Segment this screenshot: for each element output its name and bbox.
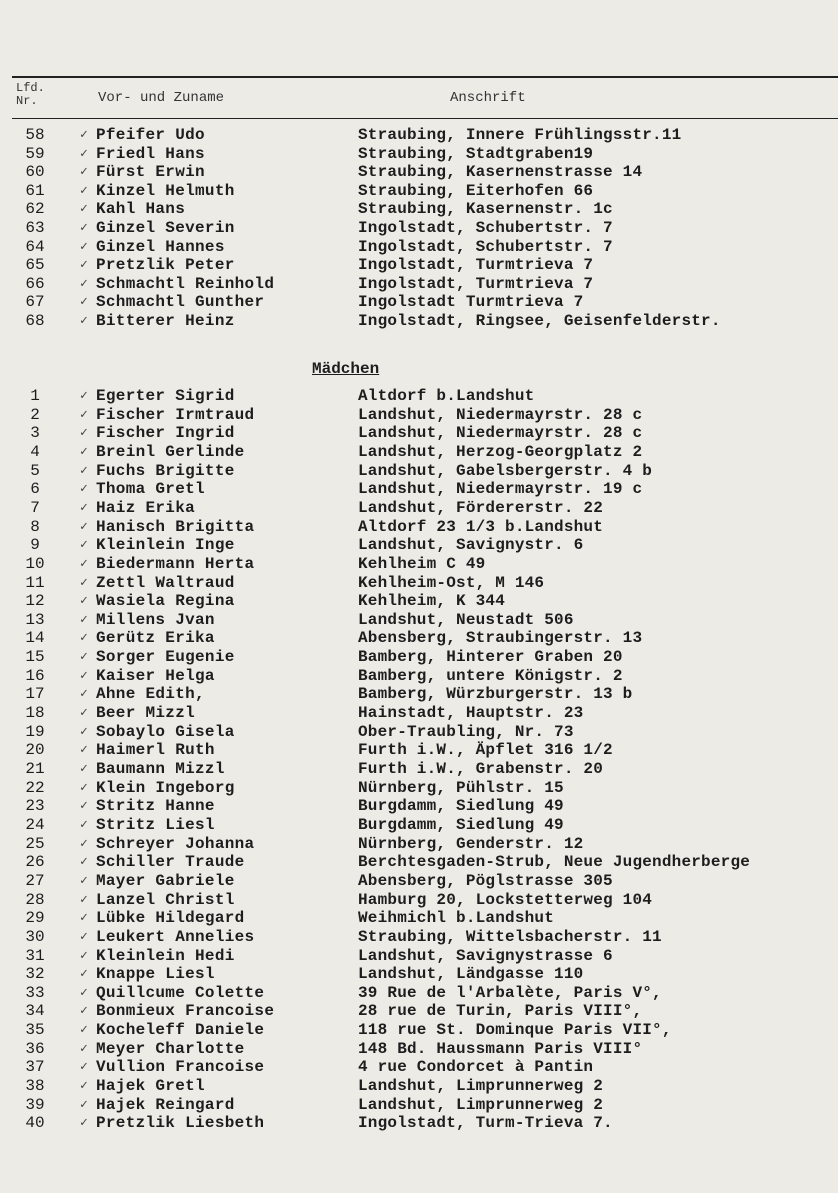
check-mark-icon: ✓ (80, 574, 88, 590)
row-number: 28 (25, 890, 45, 909)
row-name: Breinl Gerlinde (96, 442, 245, 461)
check-mark-icon: ✓ (80, 667, 88, 683)
check-mark-icon: ✓ (80, 388, 88, 403)
table-row (0, 611, 838, 629)
row-number: 19 (25, 722, 45, 741)
row-number: 67 (25, 293, 45, 312)
row-address: Kehlheim C 49 (358, 554, 486, 573)
table-row (0, 163, 838, 181)
row-number: 23 (25, 797, 45, 816)
row-number: 63 (25, 219, 45, 237)
row-number: 34 (25, 1002, 45, 1021)
row-number: 65 (25, 256, 45, 275)
row-address: Landshut, Niedermayrstr. 28 c (358, 405, 643, 424)
check-mark-icon: ✓ (80, 1022, 88, 1038)
row-address: Kehlheim-Ost, M 146 (358, 573, 545, 592)
row-address: Ingolstadt, Turm-Trieva 7. (358, 1114, 613, 1133)
row-name: Mayer Gabriele (96, 871, 235, 890)
row-name: Ahne Edith, (96, 685, 205, 704)
row-address: Bamberg, untere Königstr. 2 (358, 666, 623, 685)
row-number: 59 (25, 144, 45, 163)
row-name: Hajek Reingard (96, 1095, 235, 1114)
check-mark-icon: ✓ (80, 947, 88, 963)
check-mark-icon: ✓ (80, 966, 88, 982)
table-row (0, 256, 838, 274)
row-name: Kahl Hans (96, 200, 186, 219)
table-row (0, 1002, 838, 1020)
table-row (0, 312, 838, 330)
table-row (0, 853, 838, 871)
row-address: Bamberg, Würzburgerstr. 13 b (358, 685, 633, 704)
row-number: 26 (25, 853, 45, 872)
check-mark-icon: ✓ (80, 835, 88, 851)
row-number: 3 (30, 424, 40, 443)
row-number: 61 (25, 181, 45, 200)
check-mark-icon: ✓ (80, 1078, 88, 1094)
check-mark-icon: ✓ (80, 742, 88, 758)
row-address: Altdorf b.Landshut (358, 387, 535, 405)
check-mark-icon: ✓ (80, 630, 88, 646)
header-col-name: Vor- und Zuname (98, 90, 225, 106)
row-number: 64 (25, 237, 45, 256)
row-address: Burgdamm, Siedlung 49 (358, 815, 564, 834)
table-row (0, 797, 838, 815)
check-mark-icon: ✓ (80, 481, 88, 497)
table-row (0, 723, 838, 741)
row-address: Ingolstadt, Ringsee, Geisenfelderstr. (358, 312, 721, 330)
table-row (0, 145, 838, 163)
row-address: Bamberg, Hinterer Graben 20 (358, 648, 623, 667)
row-address: Altdorf 23 1/3 b.Landshut (358, 517, 604, 536)
row-name: Bonmieux Francoise (96, 1002, 275, 1021)
row-number: 22 (25, 778, 45, 797)
row-name: Knappe Liesl (96, 965, 215, 984)
row-number: 33 (25, 983, 45, 1002)
row-number: 66 (25, 274, 45, 293)
row-address: Ingolstadt, Turmtrieva 7 (358, 256, 594, 275)
check-mark-icon: ✓ (80, 1059, 88, 1075)
row-number: 60 (25, 163, 45, 182)
table-row (0, 835, 838, 853)
row-name: Sorger Eugenie (96, 648, 235, 667)
row-name: Kaiser Helga (96, 666, 215, 685)
row-number: 2 (30, 405, 40, 424)
row-number: 35 (25, 1021, 45, 1040)
check-mark-icon: ✓ (80, 555, 88, 571)
row-address: Straubing, Eiterhofen 66 (358, 181, 594, 200)
check-mark-icon: ✓ (80, 1040, 88, 1056)
row-name: Schmachtl Reinhold (96, 274, 275, 293)
row-address: Landshut, Savignystr. 6 (358, 536, 584, 555)
check-mark-icon: ✓ (80, 499, 88, 515)
row-name: Stritz Liesl (96, 815, 215, 834)
row-name: Klein Ingeborg (96, 778, 235, 797)
row-name: Wasiela Regina (96, 592, 235, 611)
row-name: Ginzel Severin (96, 219, 235, 237)
row-number: 16 (25, 666, 45, 685)
row-name: Haimerl Ruth (96, 741, 215, 760)
row-name: Vullion Francoise (96, 1058, 265, 1077)
check-mark-icon: ✓ (80, 611, 88, 627)
row-number: 7 (30, 498, 40, 517)
row-address: Furth i.W., Äpflet 316 1/2 (358, 741, 613, 760)
row-name: Fuchs Brigitte (96, 461, 235, 480)
row-name: Fürst Erwin (96, 163, 205, 182)
row-number: 9 (30, 536, 40, 555)
check-mark-icon: ✓ (80, 164, 88, 180)
row-address: Landshut, Ländgasse 110 (358, 965, 584, 984)
row-number: 36 (25, 1039, 45, 1058)
row-number: 68 (25, 312, 45, 330)
row-name: Beer Mizzl (96, 704, 196, 723)
row-number: 12 (25, 592, 45, 611)
row-name: Zettl Waltraud (96, 573, 235, 592)
row-name: Schreyer Johanna (96, 834, 255, 853)
table-row (0, 1114, 838, 1132)
row-name: Kleinlein Inge (96, 536, 235, 555)
row-name: Fischer Ingrid (96, 424, 235, 443)
table-row (0, 891, 838, 909)
table-row (0, 518, 838, 536)
check-mark-icon: ✓ (80, 238, 88, 254)
row-address: Weihmichl b.Landshut (358, 909, 555, 928)
row-address: Ingolstadt, Schubertstr. 7 (358, 219, 613, 237)
check-mark-icon: ✓ (80, 294, 88, 310)
table-row (0, 462, 838, 480)
check-mark-icon: ✓ (80, 798, 88, 814)
check-mark-icon: ✓ (80, 182, 88, 198)
table-row (0, 574, 838, 592)
row-number: 38 (25, 1077, 45, 1096)
table-row (0, 760, 838, 778)
row-number: 32 (25, 965, 45, 984)
table-row (0, 629, 838, 647)
row-name: Fischer Irmtraud (96, 405, 255, 424)
table-row (0, 909, 838, 927)
table-row (0, 1077, 838, 1095)
row-number: 25 (25, 834, 45, 853)
row-name: Hajek Gretl (96, 1077, 205, 1096)
row-address: Hainstadt, Hauptstr. 23 (358, 704, 584, 723)
row-name: Stritz Hanne (96, 797, 215, 816)
row-address: Nürnberg, Genderstr. 12 (358, 834, 584, 853)
row-name: Hanisch Brigitta (96, 517, 255, 536)
row-address: Straubing, Kasernenstr. 1c (358, 200, 613, 219)
row-address: Landshut, Neustadt 506 (358, 610, 574, 629)
table-row (0, 499, 838, 517)
row-address: Straubing, Wittelsbacherstr. 11 (358, 927, 662, 946)
table-row (0, 182, 838, 200)
row-number: 20 (25, 741, 45, 760)
row-name: Kinzel Helmuth (96, 181, 235, 200)
table-row (0, 704, 838, 722)
row-address: 118 rue St. Dominque Paris VII°, (358, 1021, 672, 1040)
row-address: Abensberg, Straubingerstr. 13 (358, 629, 643, 648)
check-mark-icon: ✓ (80, 686, 88, 702)
check-mark-icon: ✓ (80, 462, 88, 478)
row-address: 148 Bd. Haussmann Paris VIII° (358, 1039, 643, 1058)
row-address: Landshut, Herzog-Georgplatz 2 (358, 442, 643, 461)
row-address: Berchtesgaden-Strub, Neue Jugendherberge (358, 853, 751, 872)
row-address: Landshut, Savignystrasse 6 (358, 946, 613, 965)
row-name: Biedermann Herta (96, 554, 255, 573)
table-row (0, 816, 838, 834)
table-row (0, 406, 838, 424)
row-number: 39 (25, 1095, 45, 1114)
header-col-nr: Lfd. Nr. (16, 81, 45, 108)
row-address: Ingolstadt Turmtrieva 7 (358, 293, 584, 312)
row-name: Bitterer Heinz (96, 312, 235, 330)
row-number: 40 (25, 1114, 45, 1133)
row-number: 58 (25, 126, 45, 144)
check-mark-icon: ✓ (80, 145, 88, 161)
check-mark-icon: ✓ (80, 705, 88, 721)
row-name: Pfeifer Udo (96, 126, 205, 144)
row-name: Leukert Annelies (96, 927, 255, 946)
table-row (0, 592, 838, 610)
row-number: 1 (30, 387, 40, 405)
row-name: Quillcume Colette (96, 983, 265, 1002)
row-number: 15 (25, 648, 45, 667)
table-row (0, 275, 838, 293)
check-mark-icon: ✓ (80, 201, 88, 217)
row-name: Sobaylo Gisela (96, 722, 235, 741)
row-name: Egerter Sigrid (96, 387, 235, 405)
row-name: Kocheleff Daniele (96, 1021, 265, 1040)
row-name: Ginzel Hannes (96, 237, 225, 256)
row-name: Gerütz Erika (96, 629, 215, 648)
row-address: 39 Rue de l'Arbalète, Paris V°, (358, 983, 662, 1002)
row-number: 6 (30, 480, 40, 499)
row-address: Kehlheim, K 344 (358, 592, 506, 611)
row-name: Schiller Traude (96, 853, 245, 872)
table-row (0, 1096, 838, 1114)
check-mark-icon: ✓ (80, 984, 88, 1000)
check-mark-icon: ✓ (80, 443, 88, 459)
check-mark-icon: ✓ (80, 1003, 88, 1019)
check-mark-icon: ✓ (80, 313, 88, 328)
row-name: Pretzlik Liesbeth (96, 1114, 265, 1133)
row-number: 21 (25, 760, 45, 778)
table-row (0, 1040, 838, 1058)
row-address: Landshut, Limprunnerweg 2 (358, 1077, 604, 1096)
row-address: Landshut, Niedermayrstr. 19 c (358, 480, 643, 499)
row-number: 8 (30, 517, 40, 536)
row-number: 5 (30, 461, 40, 480)
table-row (0, 443, 838, 461)
check-mark-icon: ✓ (80, 1115, 88, 1131)
row-name: Schmachtl Gunther (96, 293, 265, 312)
header-top-rule (12, 76, 838, 78)
table-row (0, 238, 838, 256)
table-row (0, 480, 838, 498)
row-name: Pretzlik Peter (96, 256, 235, 275)
table-row (0, 200, 838, 218)
table-row (0, 928, 838, 946)
table-row (0, 1021, 838, 1039)
row-number: 14 (25, 629, 45, 648)
row-number: 24 (25, 815, 45, 834)
row-number: 29 (25, 909, 45, 928)
row-name: Meyer Charlotte (96, 1039, 245, 1058)
row-number: 37 (25, 1058, 45, 1077)
row-name: Lübke Hildegard (96, 909, 245, 928)
table-row (0, 1058, 838, 1076)
check-mark-icon: ✓ (80, 1096, 88, 1112)
table-row (0, 965, 838, 983)
check-mark-icon: ✓ (80, 761, 88, 776)
row-address: Hamburg 20, Lockstetterweg 104 (358, 890, 653, 909)
row-address: Landshut, Limprunnerweg 2 (358, 1095, 604, 1114)
check-mark-icon: ✓ (80, 816, 88, 832)
row-address: Straubing, Innere Frühlingsstr.11 (358, 126, 682, 144)
row-address: Landshut, Fördererstr. 22 (358, 498, 604, 517)
row-name: Baumann Mizzl (96, 760, 225, 778)
row-number: 27 (25, 871, 45, 890)
table-row (0, 779, 838, 797)
check-mark-icon: ✓ (80, 928, 88, 944)
row-address: Burgdamm, Siedlung 49 (358, 797, 564, 816)
row-address: 28 rue de Turin, Paris VIII°, (358, 1002, 643, 1021)
table-row (0, 648, 838, 666)
row-address: Straubing, Stadtgraben19 (358, 144, 594, 163)
row-number: 17 (25, 685, 45, 704)
table-row (0, 126, 838, 144)
row-name: Millens Jvan (96, 610, 215, 629)
check-mark-icon: ✓ (80, 425, 88, 441)
table-row (0, 293, 838, 311)
table-row (0, 424, 838, 442)
check-mark-icon: ✓ (80, 406, 88, 422)
row-number: 4 (30, 442, 40, 461)
check-mark-icon: ✓ (80, 127, 88, 142)
table-row (0, 219, 838, 237)
row-number: 31 (25, 946, 45, 965)
check-mark-icon: ✓ (80, 649, 88, 665)
row-number: 10 (25, 554, 45, 573)
row-number: 18 (25, 704, 45, 723)
table-row (0, 555, 838, 573)
table-row (0, 667, 838, 685)
table-row (0, 947, 838, 965)
check-mark-icon: ✓ (80, 257, 88, 273)
row-address: Ingolstadt, Turmtrieva 7 (358, 274, 594, 293)
check-mark-icon: ✓ (80, 910, 88, 926)
row-number: 11 (25, 573, 45, 592)
row-name: Friedl Hans (96, 144, 205, 163)
row-address: 4 rue Condorcet à Pantin (358, 1058, 594, 1077)
row-number: 13 (25, 610, 45, 629)
section-title-girls: Mädchen (312, 360, 380, 378)
header-bottom-rule (12, 118, 838, 119)
table-row (0, 741, 838, 759)
row-address: Nürnberg, Pühlstr. 15 (358, 778, 564, 797)
check-mark-icon: ✓ (80, 779, 88, 795)
row-name: Kleinlein Hedi (96, 946, 235, 965)
row-name: Thoma Gretl (96, 480, 205, 499)
row-name: Haiz Erika (96, 498, 196, 517)
header-col-address: Anschrift (450, 90, 526, 106)
check-mark-icon: ✓ (80, 872, 88, 888)
check-mark-icon: ✓ (80, 275, 88, 291)
row-number: 62 (25, 200, 45, 219)
row-address: Furth i.W., Grabenstr. 20 (358, 760, 604, 778)
table-row (0, 387, 838, 405)
row-address: Landshut, Niedermayrstr. 28 c (358, 424, 643, 443)
table-row (0, 536, 838, 554)
row-address: Straubing, Kasernenstrasse 14 (358, 163, 643, 182)
row-name: Lanzel Christl (96, 890, 235, 909)
check-mark-icon: ✓ (80, 891, 88, 907)
row-address: Abensberg, Pöglstrasse 305 (358, 871, 613, 890)
table-row (0, 872, 838, 890)
row-address: Ingolstadt, Schubertstr. 7 (358, 237, 613, 256)
check-mark-icon: ✓ (80, 518, 88, 534)
check-mark-icon: ✓ (80, 593, 88, 609)
table-row (0, 685, 838, 703)
table-row (0, 984, 838, 1002)
check-mark-icon: ✓ (80, 537, 88, 553)
row-address: Ober-Traubling, Nr. 73 (358, 722, 574, 741)
check-mark-icon: ✓ (80, 723, 88, 739)
row-number: 30 (25, 927, 45, 946)
check-mark-icon: ✓ (80, 854, 88, 870)
row-address: Landshut, Gabelsbergerstr. 4 b (358, 461, 653, 480)
check-mark-icon: ✓ (80, 220, 88, 235)
